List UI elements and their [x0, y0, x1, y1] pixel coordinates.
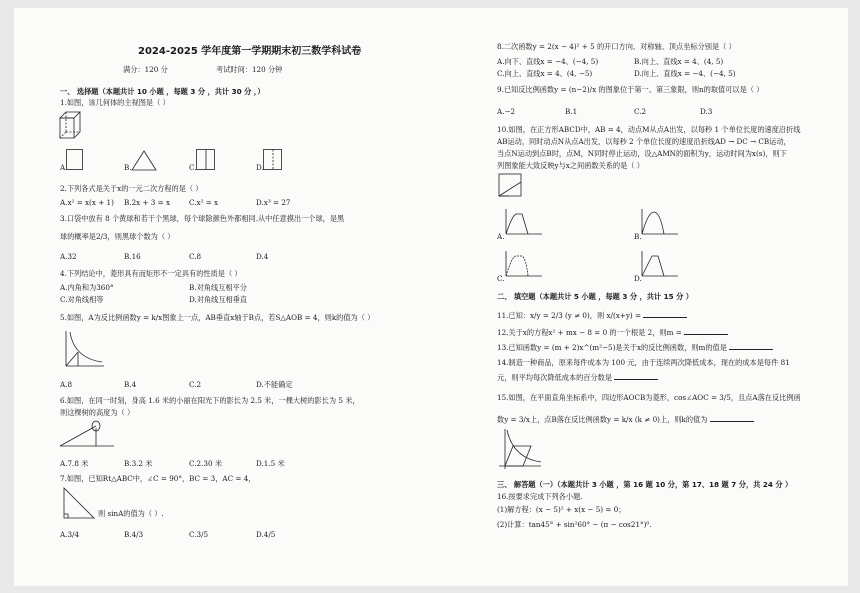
- q15-answer-blank[interactable]: [710, 414, 754, 422]
- q8-option-c: C.向上、直线x = 4、(4, −5): [497, 69, 593, 78]
- q2-option-c: C.x² = x: [189, 198, 219, 207]
- question-14-line-1: 14.制造一种商品，原来每件成本为 100 元，由于连续两次降低成本，现在的成本是每件 81: [497, 358, 790, 367]
- question-2: 2.下列各式是关于x的一元二次方程的是（ ）: [60, 184, 203, 193]
- q7-option-d: D.4/5: [256, 530, 276, 539]
- exam-time: 考试时间：120 分钟: [216, 65, 283, 74]
- q1-solid-figure: [58, 110, 82, 140]
- q1-option-c-shape: [196, 149, 216, 171]
- question-15-line-2: 数y = 3/x上，点B落在反比例函数y = k/x (k ≠ 0)上，则k的值为: [497, 414, 754, 424]
- question-12: 12.关于x的方程x² + mx − 8 = 0 的一个根是 2，则m =: [497, 327, 728, 337]
- q6-tree-shadow-figure: [60, 420, 116, 448]
- q6-option-d: D.1.5 米: [256, 459, 285, 468]
- q4-option-d: D.对角线互相垂直: [189, 295, 248, 304]
- q10-option-c: C.: [497, 274, 505, 283]
- q10-option-d: D.: [634, 274, 642, 283]
- q3-option-d: D.4: [256, 252, 269, 261]
- q10-option-b-graph: [640, 208, 680, 238]
- q9-option-a: A.−2: [497, 107, 516, 116]
- q1-option-d: D.: [256, 163, 264, 172]
- q7-option-b: B.4/3: [124, 530, 144, 539]
- q5-hyperbola-figure: [60, 330, 106, 370]
- question-16-part-2: (2)计算：tan45° + sin²60° − (π − cos21°)⁰.: [497, 520, 652, 529]
- q10-square-figure: [497, 172, 523, 198]
- q10-option-d-graph: [640, 250, 680, 280]
- question-14-line-2: 元，则平均每次降低成本的百分数是: [497, 372, 658, 382]
- q9-option-c: C.2: [634, 107, 647, 116]
- q3-option-a: A.32: [60, 252, 77, 261]
- question-13: 13.已知函数y = (m + 2)x^(m²−5)是关于x的反比例函数，则m的值是: [497, 342, 773, 352]
- q6-option-c: C.2.30 米: [189, 459, 223, 468]
- q8-option-b: B.向上、直线x = 4、(4, 5): [634, 57, 724, 66]
- q8-option-d: D.向上、直线x = −4、(−4, 5): [634, 69, 736, 78]
- q10-option-b: B.: [634, 232, 642, 241]
- q10-option-a: A.: [497, 232, 505, 241]
- q7-option-a: A.3/4: [60, 530, 80, 539]
- q5-option-a: A.8: [60, 380, 73, 389]
- full-score: 满分：120 分: [123, 65, 168, 74]
- question-10-line-4: 列图象能大致反映y与x之间函数关系的是（ ）: [497, 161, 644, 170]
- q1-option-b-shape: [131, 150, 157, 172]
- question-10-line-1: 10.如图，在正方形ABCD中，AB = 4，动点M从点A出发，以每秒 1 个单位长度的速度沿折线: [497, 125, 801, 134]
- q10-option-a-graph: [504, 208, 544, 238]
- section-2-heading: 二、 填空题（本题共计 5 小题 ，每题 3 分 ，共计 15 分 ）: [497, 292, 693, 301]
- q3-option-b: B.16: [124, 252, 141, 261]
- q2-option-d: D.x³ = 27: [256, 198, 291, 207]
- q9-option-d: D.3: [700, 107, 713, 116]
- question-6-line-2: 则这棵树的高度为（ ）: [60, 408, 135, 417]
- q5-option-b: B.4: [124, 380, 137, 389]
- q8-option-a: A.向下、直线x = −4、(−4, 5): [497, 57, 599, 66]
- exam-title: 2024-2025 学年度第一学期期末初三数学科试卷: [138, 46, 362, 57]
- q9-option-b: B.1: [565, 107, 578, 116]
- question-5: 5.如图，A为反比例函数y = k/x图象上一点，AB垂直x轴于B点，若S△AOB = 4，则k的值为（ ）: [60, 313, 375, 322]
- question-3-line-2: 球的概率是2/3，则黑球个数为（ ）: [60, 232, 175, 241]
- q4-option-b: B.对角线互相平分: [189, 283, 247, 292]
- q3-option-c: C.8: [189, 252, 202, 261]
- q7-option-c: C.3/5: [189, 530, 209, 539]
- question-10-line-3: 当点N运动到点B时，点M，N同时停止运动，设△AMN的面积为y，运动时间为x(s)，则下: [497, 149, 787, 158]
- q1-option-a: A.: [60, 163, 68, 172]
- question-9: 9.已知反比例函数y = (n−2)/x 的图象位于第一、第三象限，则n的取值可以是（ ）: [497, 85, 764, 94]
- q2-option-a: A.x² = x(x + 1): [60, 198, 114, 207]
- q7-right-triangle-figure: [60, 486, 98, 522]
- question-7: 7.如图，已知Rt△ABC中，∠C = 90°，BC = 3，AC = 4，: [60, 474, 256, 483]
- question-4: 4.下列结论中，菱形具有而矩形不一定具有的性质是（ ）: [60, 269, 242, 278]
- q6-option-a: A.7.8 米: [60, 459, 89, 468]
- q6-option-b: B.3.2 米: [124, 459, 153, 468]
- question-6-line-1: 6.如图，在同一时刻，身高 1.6 米的小丽在阳光下的影长为 2.5 米，一棵大树的影长为 5 米，: [60, 396, 360, 405]
- question-1: 1.如图，该几何体的主视图是（ ）: [60, 98, 170, 107]
- question-7-tail: 则 sinA的值为（ ）.: [98, 509, 164, 518]
- section-1-heading: 一、 选择题（本题共计 10 小题 ，每题 3 分 ，共计 30 分 ，）: [60, 87, 265, 96]
- q1-option-c: C.: [189, 163, 197, 172]
- question-3-line-1: 3.口袋中放有 8 个黄球和若干个黑球，每个球除颜色外都相同.从中任意摸出一个球，是黑: [60, 214, 345, 223]
- q1-option-a-shape: [66, 149, 84, 171]
- section-3-heading: 三、 解答题（一）（本题共计 3 小题 ，第 16 题 10 分，第 17、18 题 7 分，共 24 分 ）: [497, 480, 793, 489]
- question-10-line-2: AB运动，同时动点N从点A出发，以每秒 2 个单位长度的速度沿折线AD → DC → CB运动，: [497, 137, 791, 146]
- q10-option-c-graph: [504, 250, 544, 280]
- q4-option-c: C.对角线相等: [60, 295, 104, 304]
- q12-answer-blank[interactable]: [684, 327, 728, 335]
- q1-option-d-shape: [263, 149, 283, 171]
- q4-option-a: A.内角和为360°: [60, 283, 114, 292]
- q2-option-b: B.2x + 3 = x: [124, 198, 171, 207]
- q14-answer-blank[interactable]: [614, 372, 658, 380]
- question-16-part-1: (1)解方程：(x − 5)² + x(x − 5) = 0；: [497, 505, 626, 514]
- question-11: 11.已知：x/y = 2/3 (y ≠ 0)，则 x/(x+y) =: [497, 310, 687, 320]
- question-16: 16.按要求完成下列各小题.: [497, 492, 583, 501]
- q15-rhombus-figure: [497, 428, 543, 470]
- q5-option-d: D.不能确定: [256, 380, 293, 389]
- q1-option-b: B.: [124, 163, 132, 172]
- question-8: 8.二次函数y = 2(x − 4)² + 5 的开口方向、对称轴、顶点坐标分别是（ ）: [497, 42, 736, 51]
- question-15-line-1: 15.如图，在平面直角坐标系中，四边形AOCB为菱形，cos∠AOC = 3/5，且点A落在反比例函: [497, 393, 801, 402]
- q5-option-c: C.2: [189, 380, 202, 389]
- q11-answer-blank[interactable]: [643, 310, 687, 318]
- q13-answer-blank[interactable]: [729, 342, 773, 350]
